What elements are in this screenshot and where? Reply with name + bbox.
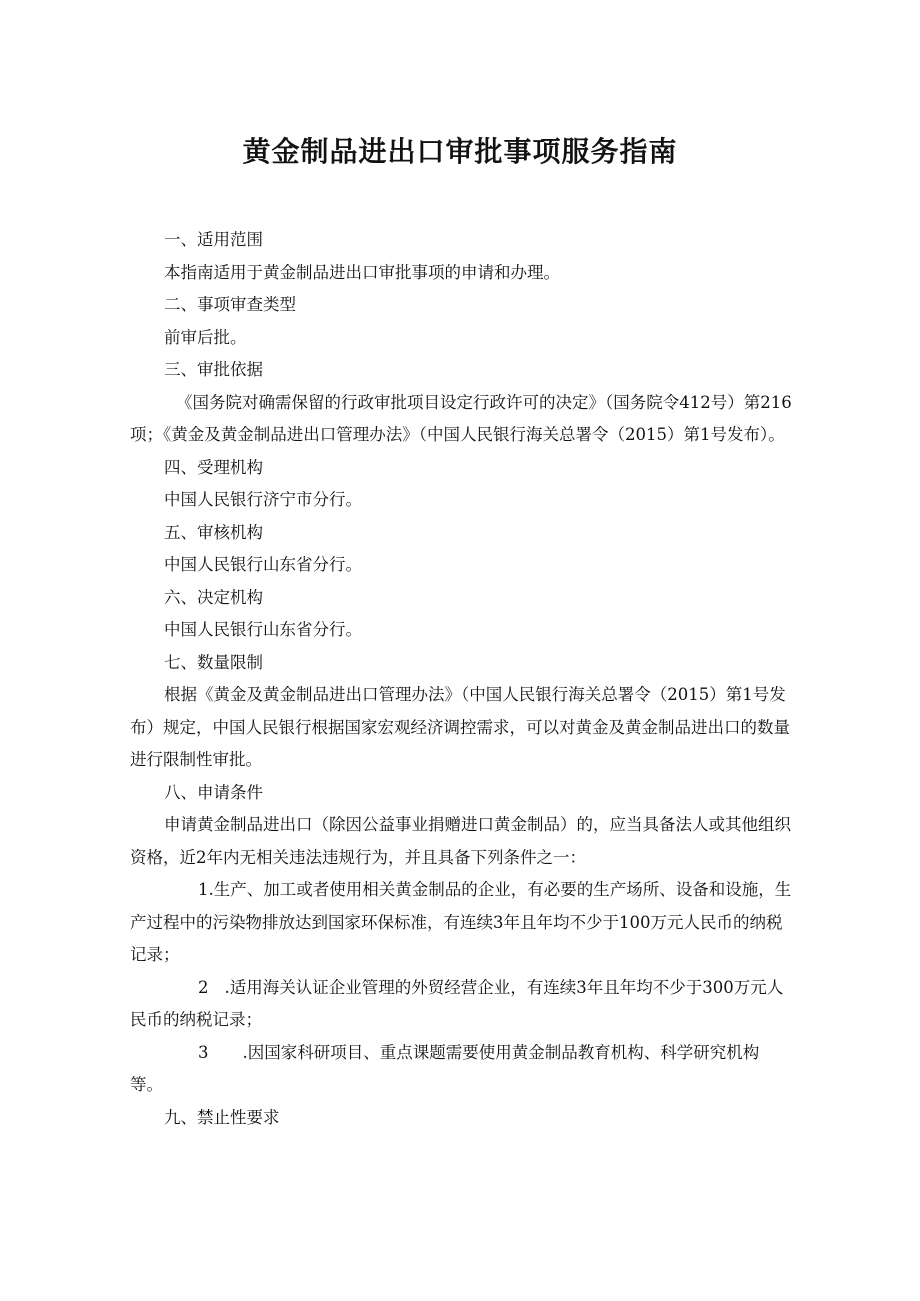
condition-text: .生产、加工或者使用相关黄金制品的企业，有必要的生产场所、设备和设施，生产过程中的污染物排放达到国家环保标准，有连续3年且年均不少于100万元人民币的纳税记录； [130,880,792,964]
section-heading: 三、审批依据 [164,360,263,379]
condition-text: .适用海关认证企业管理的外贸经营企业，有连续3年且年均不少于300万元人民币的纳税记录； [130,977,784,1029]
condition-item [130,1037,792,1102]
condition-item [130,874,792,972]
section-text: 中国人民银行山东省分行。 [164,555,362,574]
section-text: 中国人民银行山东省分行。 [164,620,362,639]
section-heading: 八、申请条件 [164,782,263,802]
document-title: 黄金制品进出口审批事项服务指南 [242,135,678,168]
condition-number: 1 [198,880,209,899]
section-heading: 六、决定机构 [164,587,263,607]
section-heading: 二、事项审查类型 [164,295,296,314]
condition-number: 3 [198,1042,209,1062]
document-body [130,224,792,1134]
section-text: 根据《黄金及黄金制品进出口管理办法》（中国人民银行海关总署令（2015）第1号发布）规定，中国人民银行根据国家宏观经济调控需求，可以对黄金及黄金制品进出口的数量进行限制性审批。 [130,685,790,769]
section-heading: 四、受理机构 [164,457,263,477]
section-heading: 一、适用范围 [164,230,263,249]
section-text: 申请黄金制品进出口（除因公益事业捐赠进口黄金制品）的，应当具备法人或其他组织资格，近2年内无相关违法违规行为，并且具备下列条件之一： [130,815,791,867]
condition-item [130,972,792,1037]
condition-text: .因国家科研项目、重点课题需要使用黄金制品教育机构、科学研究机构等。 [130,1042,760,1094]
section-text: 前审后批。 [164,327,247,347]
section-heading: 五、审核机构 [164,522,263,542]
section-text: 中国人民银行济宁市分行。 [164,490,362,509]
section-text: 本指南适用于黄金制品进出口审批事项的申请和办理。 [164,262,560,282]
section-heading: 七、数量限制 [164,652,263,672]
section-heading: 九、禁止性要求 [164,1107,280,1127]
section-text: 《国务院对确需保留的行政审批项目设定行政许可的决定》（国务院令412号）第216项；《黄金及黄金制品进出口管理办法》（中国人民银行海关总署令（2015）第1号发布）。 [130,392,792,444]
condition-number: 2 [198,977,209,997]
